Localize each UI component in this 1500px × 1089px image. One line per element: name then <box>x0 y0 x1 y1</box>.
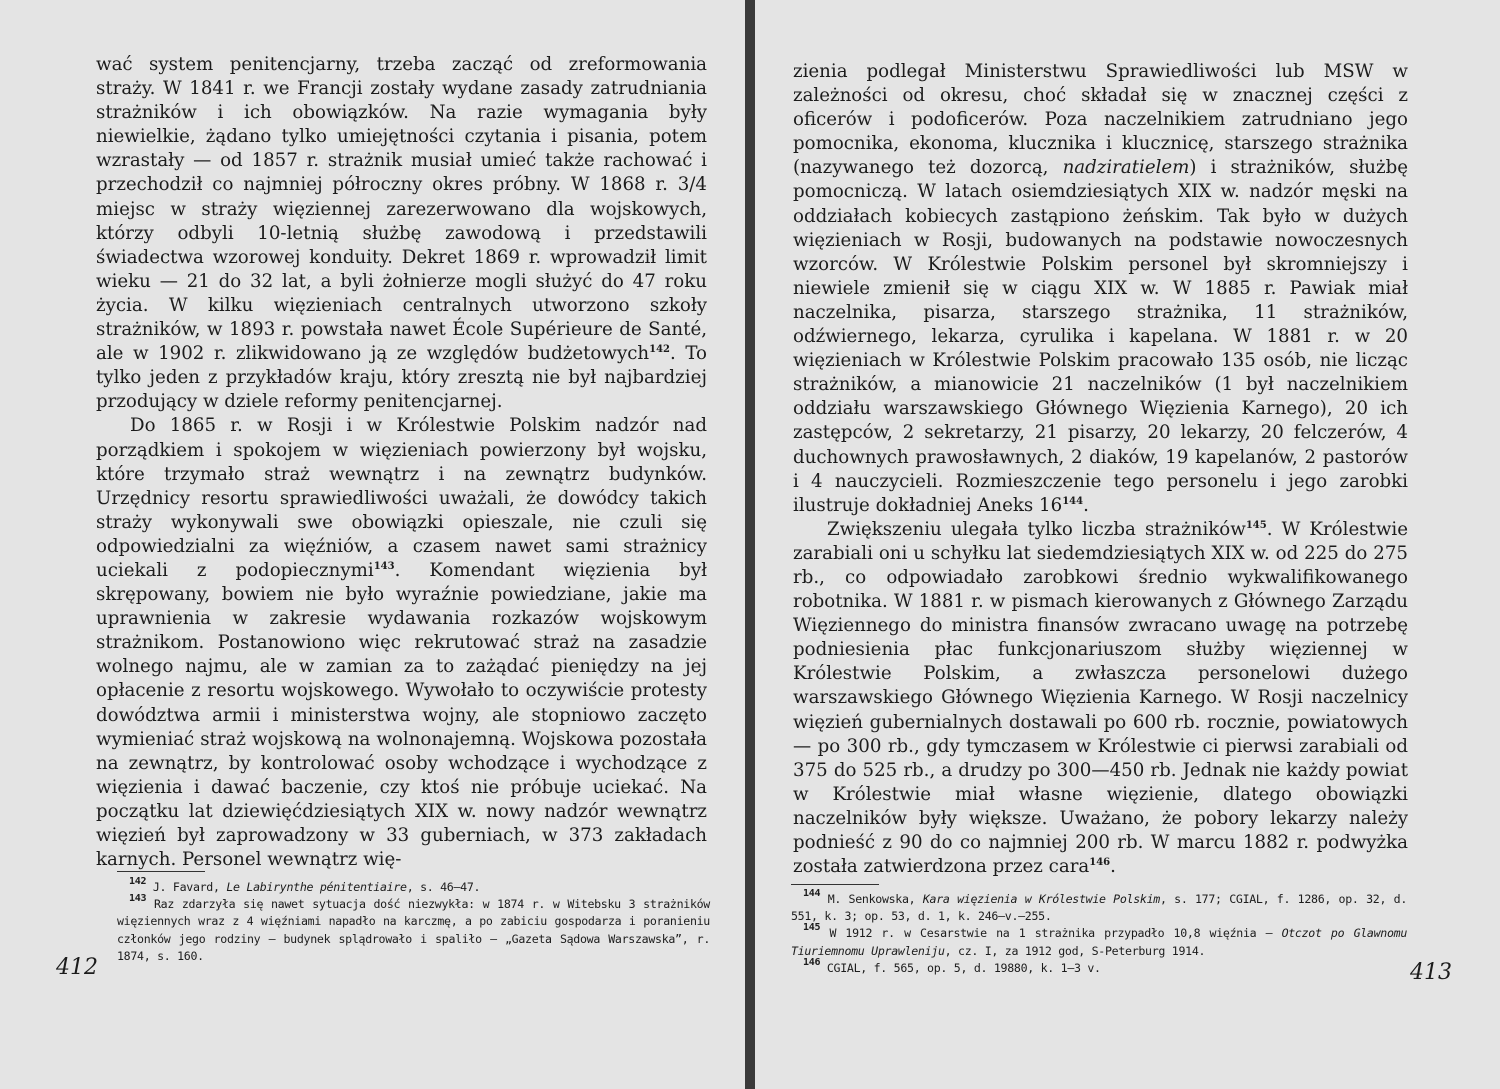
left-body-text <box>96 53 707 872</box>
footnote-text: , s. 46—47. <box>406 880 481 894</box>
footnote-title: Kara więzienia w Królestwie Polskim <box>922 892 1160 906</box>
paragraph: zienia podlegał Ministerstwu Sprawiedliwości lub MSW w zależności od okresu, choć składał się w znacznej części z oficerów i podoficerów. Poza naczelnikiem zatrudniano jego pomocnika, ekonoma, klucznika i klucznicę, starszego strażnika (nazywanego też dozorcą, nadziratielem) i strażników, służbę pomocniczą. W latach osiemdziesiątych XIX w. nadzór męski na oddziałach kobiecych zastąpiono żeńskim. Tak było w dużych więzieniach w Rosji, budowanych na podstawie nowoczesnych wzorców. W Królestwie Polskim personel był skromniejszy i niewiele zmienił się w ciągu XIX w. W 1885 r. Pawiak miał naczelnika, pisarza, starszego strażnika, 11 strażników, odźwiernego, lekarza, cyrulika i kapelana. W 1881 r. w 20 więzieniach w Królestwie Polskim pracowało 135 osób, nie licząc strażników, a mianowicie 21 naczelników (1 był naczelnikiem oddziału warszawskiego Głównego Więzienia Karnego), 20 ich zastępców, 2 sekretarzy, 21 pisarzy, 20 lekarzy, 20 felczerów, 4 duchownych prawosławnych, 2 diaków, 19 kapelanów, 2 pastorów i 4 nauczycieli. Rozmieszczenie tego personelu i jego zarobki ilustruje dokładniej Aneks $16^{144}$. <box>793 61 1408 516</box>
footnote-number: 144 <box>803 888 821 899</box>
paragraph: Zwiększeniu ulegała tylko liczba strażników$^{145}$. W Królestwie zarabiali oni u schyłku lat siedemdziesiątych XIX w. od 225 do 275 rb., co odpowiadało zarobkowi średnio wykwalifikowanego robotnika. W 1881 r. w pismach kierowanych z Głównego Zarządu Więziennego do ministra finansów zwracano uwagę na potrzebę podniesienia płac funkcjonariuszom służby więziennej w Królestwie Polskim, a zwłaszcza personelowi dużego warszawskiego Głównego Więzienia Karnego. W Rosji naczelnicy więzień gubernialnych dostawali po 600 rb. rocznie, powiatowych — po 300 rb., gdy tymczasem w Królestwie ci pierwsi zarabiali od 375 do 525 rb., a drudzy po 300—450 rb. Jednak nie każdy powiat w Królestwie miał własne więzienie, dlatego obowiązki naczelników były większe. Uważano, że pobory lekarzy należy podnieść z 90 do co najmniej 200 rb. W marcu 1882 r. podwyżka została zatwierdzona przez cara$^{146}$. <box>793 518 1408 878</box>
paragraph-text: zienia podlegał Ministerstwu Sprawiedliwości lub MSW w zależności od okresu, choć składał się w znacznej części z oficerów i podoficerów. Poza naczelnikiem zatrudniano jego pomocnika, ekonoma, klucznika i klucznicę, starszego strażnika (nazywanego też dozorcą, <box>793 61 1408 179</box>
paragraph-text: ) i strażników, służbę pomocniczą. W latach osiemdziesiątych XIX w. nadzór męski na oddziałach kobiecych zastąpiono żeńskim. Tak było w dużych więzieniach w Rosji, budowanych na podstawie nowoczesnych wzorców. W Królestwie Polskim personel był skromniejszy i niewiele zmienił się w ciągu XIX w. W 1885 r. Pawiak miał naczelnika, pisarza, starszego strażnika, 11 strażników, odźwiernego, lekarza, cyrulika i kapelana. W 1881 r. w 20 więzieniach w Królestwie Polskim pracowało 135 osób, nie licząc strażników, a mianowicie 21 naczelników (1 był naczelnikiem oddziału warszawskiego Głównego Więzienia Karnego), 20 ich zastępców, 2 sekretarzy, 21 pisarzy, 20 lekarzy, 20 felczerów, 4 duchownych prawosławnych, 2 diaków, 19 kapelanów, 2 pastorów i 4 nauczycieli. Rozmieszczenie tego personelu i jego zarobki ilustruje dokładniej Aneks 16 <box>793 157 1408 516</box>
paragraph <box>96 53 707 414</box>
page-number: 412 <box>56 955 98 980</box>
footnote-text: J. Favard, <box>152 880 227 894</box>
footnote-number: 142 <box>129 876 147 887</box>
footnotes <box>117 876 710 965</box>
paragraph-text: wać system penitencjarny, trzeba zacząć od zreformowania straży. W 1841 r. we Francji zostały wydane zasady zatrudniania strażników i ich obowiązków. Na razie wymagania były niewielkie, żądano tylko umiejętności czytania i pisania, potem wzrastały — od 1857 r. strażnik musiał umieć także rachować i przechodził co najmniej półroczny okres próbny. W 1868 r. 3/4 miejsc w straży więziennej zarezerwowano dla wojskowych, którzy odbyli 10-letnią służbę zawodową i przedstawili świadectwa wzorowej konduity. Dekret 1869 r. wprowadził limit wieku — 21 do 32 lat, a byli żołnierze mogli służyć do 47 roku życia. W kilku więzieniach centralnych utworzono szkoły strażników, w 1893 r. powstała nawet École Supérieure de Santé, ale w 1902 r. zlikwidowano ją ze względów budżetowych <box>96 54 707 365</box>
footnotes <box>791 888 1408 977</box>
footnote-text: , s. 177; CGIAL, f. 1286, op. 32, d. 551, k. 3; op. 53, d. 1, k. 246—v.—255. <box>791 892 1408 924</box>
footnote-text: , cz. I, za 1912 god, S-Peterburg 1914. <box>944 943 1206 958</box>
footnote-title: Otczot po Glawnomu Tiuriemnomu Uprawleniju <box>791 926 1408 958</box>
footnote-divider <box>117 871 205 872</box>
paragraph-text: . W Królestwie zarabiali oni u schyłku lat siedemdziesiątych XIX w. od 225 do 275 rb., co odpowiadało zarobkowi średnio wykwalifikowanego robotnika. W 1881 r. w pismach kierowanych z Głównego Zarządu Więziennego do ministra finansów zwracano uwagę na potrzebę podniesienia płac funkcjonariuszom służby więziennej w Królestwie Polskim, a zwłaszcza personelowi dużego warszawskiego Głównego Więzienia Karnego. W Rosji naczelnicy więzień gubernialnych dostawali po 600 rb. rocznie, powiatowych — po 300 rb., gdy tymczasem w Królestwie ci pierwsi zarabiali od 375 do 525 rb., a drudzy po 300—450 rb. Jednak nie każdy powiat w Królestwie miał własne więzienie, dlatego obowiązki naczelników były większe. Uważano, że pobory lekarzy należy podnieść z 90 do co najmniej 200 rb. W marcu 1882 r. podwyżka została zatwierdzona przez cara <box>793 518 1408 878</box>
footnote-ref: 143 <box>373 560 395 572</box>
page-number: 413 <box>1410 960 1452 985</box>
footnote-ref: 146 <box>1089 857 1111 869</box>
paragraph-text: Do 1865 r. w Rosji i w Królestwie Polskim nadzór nad porządkiem i spokojem w więzieniach powierzony był wojsku, które trzymało straż wewnątrz i na zewnątrz budynków. Urzędnicy resortu sprawiedliwości uważali, że dowódcy takich straży wykonywali swe obowiązki opieszale, nie czuli się odpowiedzialni za więźniów, a czasem nawet sami strażnicy uciekali z podopiecznymi <box>96 415 707 581</box>
paragraph-text: Zwiększeniu ulegała tylko liczba strażników <box>827 518 1246 540</box>
book-gutter <box>745 0 755 1089</box>
footnote <box>791 922 1408 959</box>
footnote-text: M. Senkowska, <box>827 892 923 906</box>
left-page <box>0 0 745 1089</box>
footnote-text: W 1912 r. w Cesarstwie na 1 strażnika przypadło 10,8 więźnia — <box>829 926 1282 941</box>
footnote-ref: 145 <box>1245 519 1267 531</box>
italic-term: nadziratielem <box>1062 157 1190 179</box>
footnote <box>117 876 710 896</box>
paragraph <box>96 414 707 872</box>
footnote <box>791 888 1408 925</box>
footnote-ref: 144 <box>1062 495 1084 507</box>
footnote-number: 145 <box>803 922 821 934</box>
footnote-text: Raz zdarzyła się nawet sytuacja dość niezwykła: w 1874 r. w Witebsku 3 strażników więziennych wraz z 4 więźniami napadło na karczmę, a po zabiciu gospodarza i poranieniu członków jego rodziny — budynek splądrowało i spaliło — „Gazeta Sądowa Warszawska”, r. 1874, s. 160. <box>117 897 710 963</box>
footnote-ref: 142 <box>649 344 670 356</box>
right-page <box>755 0 1500 1089</box>
footnote-number: 146 <box>803 956 821 968</box>
footnote-text: CGIAL, f. 565, op. 5, d. 19880, k. 1—3 v. <box>826 960 1101 975</box>
footnote-divider <box>791 884 879 885</box>
footnote-number: 143 <box>129 893 147 905</box>
footnote-title: Le Labirynthe pénitentiaire <box>226 880 407 894</box>
paragraph-text: . To tylko jeden z przykładów kraju, który zresztą nie był najbardziej przodujący w dziele reformy penitencjarnej. <box>96 343 707 413</box>
footnote <box>791 956 1407 977</box>
paragraph-text: . Komendant więzienia był skrępowany, bowiem nie było wyraźnie powiedziane, jakie ma uprawnienia w zakresie wydawania rozkazów wojskowym strażnikom. Postanowiono więc rekrutować straż na zasadzie wolnego najmu, ale w zamian za to zażądać pieniędzy na jej opłacenie z resortu wojskowego. Wywołało to oczywiście protesty dowództwa armii i ministerstwa wojny, ale stopniowo zaczęto wymieniać straż wojskową na wolnonajemną. Wojskowa pozostała na zewnątrz, by kontrolować osoby wchodzące i wychodzące z więzienia i dawać baczenie, czy ktoś nie próbuje uciekać. Na początku lat dziewięćdziesiątych XIX w. nowy nadzór wewnątrz więzień był zaprowadzony w 33 guberniach, w 373 zakładach karnych. Personel wewnątrz wię- <box>96 559 707 871</box>
right-body-text <box>793 60 1408 879</box>
footnote <box>117 893 710 965</box>
